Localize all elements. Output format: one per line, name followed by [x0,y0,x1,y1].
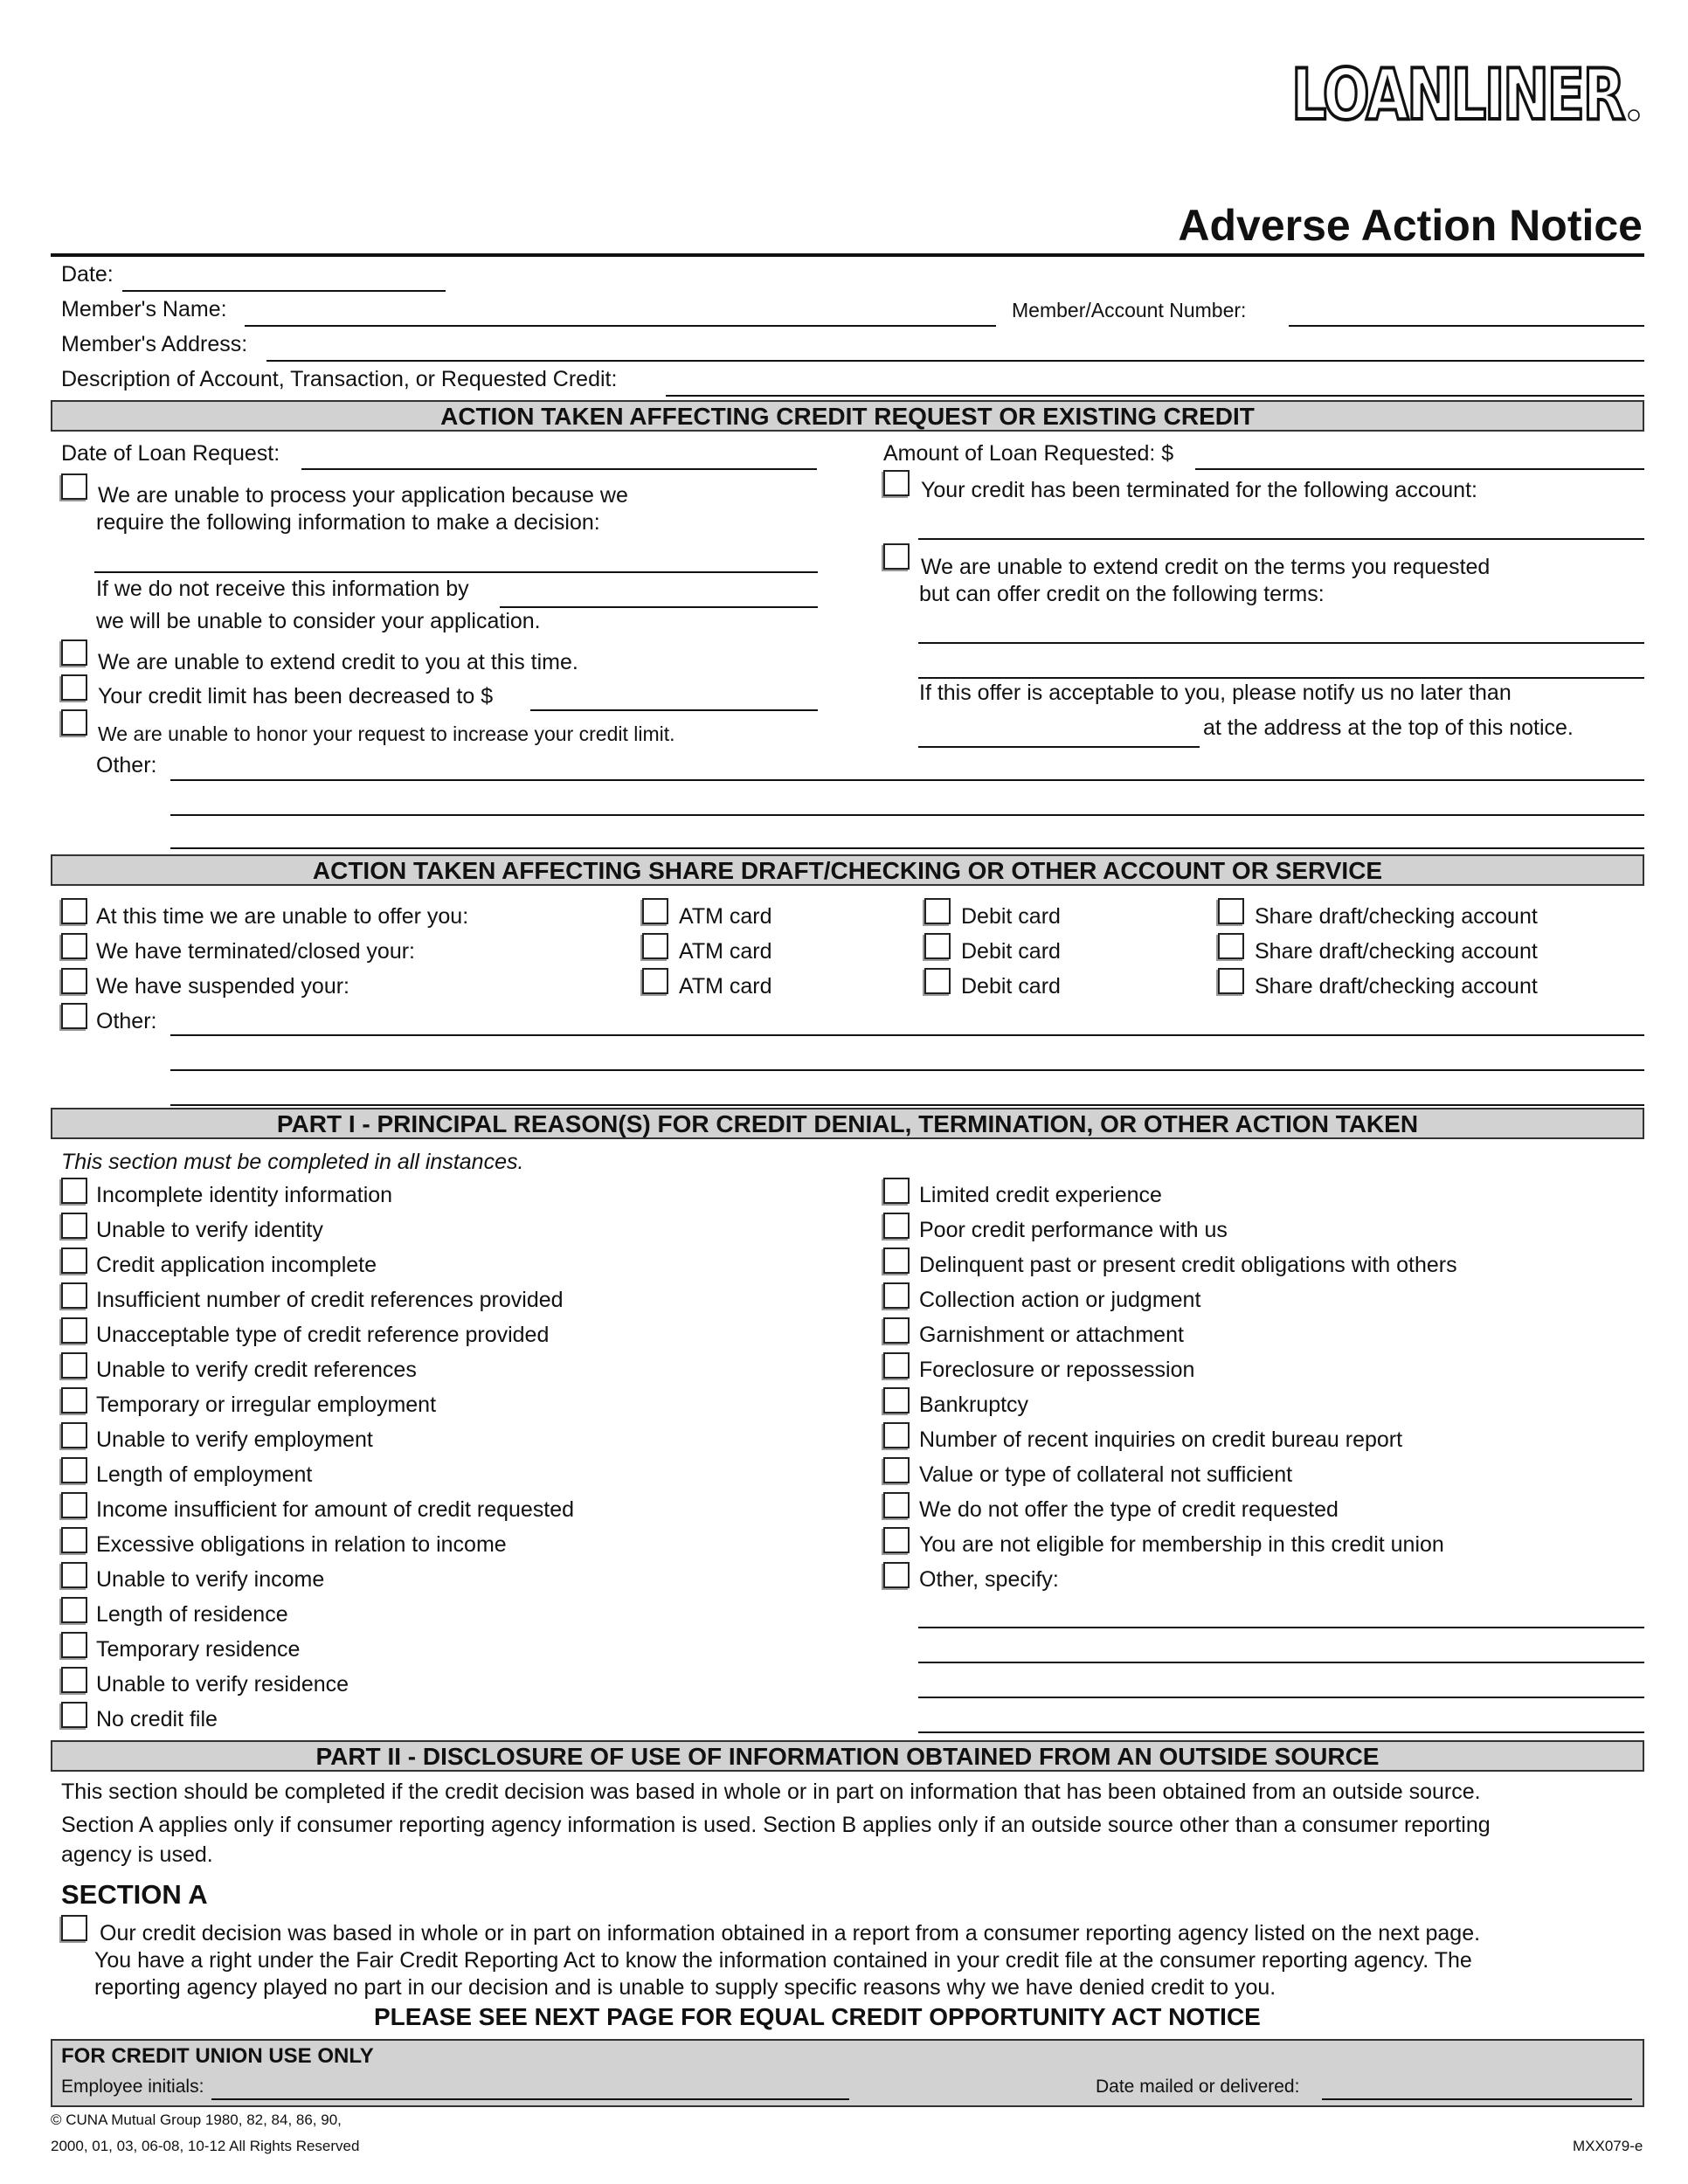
credit-other-field-1[interactable] [170,779,1644,781]
offer-terms-field-1[interactable] [918,642,1644,644]
reason-label: Unable to verify residence [96,1672,349,1697]
notify-by-date-field[interactable] [918,746,1200,748]
credit-other-field-2[interactable] [170,814,1644,816]
member-address-field[interactable] [266,360,1644,362]
amount-label: Amount of Loan Requested: $ [883,441,1174,466]
see-next-page-notice: PLEASE SEE NEXT PAGE FOR EQUAL CREDIT OPPORTUNITY ACT NOTICE [374,2003,1261,2030]
reason-label: Garnishment or attachment [919,1323,1184,1347]
section-a-heading: SECTION A [61,1879,208,1910]
reason-label: Foreclosure or repossession [919,1358,1195,1382]
part1-note: This section must be completed in all instances. [61,1150,524,1174]
reason-label: Excessive obligations in relation to income [96,1532,507,1557]
reason-label: Income insufficient for amount of credit requested [96,1497,575,1522]
reason-checkbox[interactable] [883,1457,910,1483]
other-specify-field-1[interactable] [918,1627,1644,1628]
description-label: Description of Account, Transaction, or Requested Credit: [61,367,618,391]
reason-checkbox[interactable] [61,1317,87,1344]
reason-label: Incomplete identity information [96,1183,393,1207]
suspended-atm-checkbox[interactable] [642,968,668,994]
date-field[interactable] [122,290,446,292]
terminated-text: Your credit has been terminated for the following account: [921,478,1477,502]
reason-checkbox[interactable] [883,1282,910,1309]
title-rule [51,253,1644,257]
terminated-atm-label: ATM card [679,939,772,964]
terminated-closed-checkbox[interactable] [61,933,87,959]
unable-offer-debit-label: Debit card [961,904,1061,929]
unable-offer-checkbox[interactable] [61,898,87,924]
terminated-share-label: Share draft/checking account [1255,939,1538,964]
date-mailed-label: Date mailed or delivered: [1096,2077,1300,2097]
reason-checkbox[interactable] [61,1527,87,1553]
reason-label: Unable to verify income [96,1567,325,1592]
reason-checkbox[interactable] [61,1562,87,1588]
reason-checkbox[interactable] [61,1248,87,1274]
page-title: Adverse Action Notice [1178,201,1643,250]
copyright-line-1: © CUNA Mutual Group 1980, 82, 84, 86, 90, [51,2111,342,2128]
part2-para2-cont: agency is used. [61,1842,213,1867]
part2-heading: PART II - DISCLOSURE OF USE OF INFORMATION OBTAINED FROM AN OUTSIDE SOURCE [51,1740,1644,1772]
reason-label: Unable to verify identity [96,1218,323,1242]
reason-checkbox[interactable] [61,1597,87,1623]
date-of-loan-field[interactable] [301,468,817,470]
unable-offer-debit-checkbox[interactable] [924,898,951,924]
amount-field[interactable] [1195,468,1644,470]
section-a-text-2: You have a right under the Fair Credit Reporting Act to know the information contained in your credit file at the consumer reporting agency. The [94,1948,1472,1973]
account-number-field[interactable] [1289,325,1644,327]
reason-checkbox[interactable] [883,1422,910,1448]
offer-terms-field-2[interactable] [918,677,1644,679]
employee-initials-label: Employee initials: [61,2077,204,2097]
reason-label: Temporary or irregular employment [96,1393,437,1417]
reason-checkbox[interactable] [883,1248,910,1274]
share-other-label: Other: [96,1009,157,1033]
loanliner-logo [1291,54,1641,135]
reason-checkbox[interactable] [883,1387,910,1413]
suspended-debit-checkbox[interactable] [924,968,951,994]
reason-label: Collection action or judgment [919,1288,1201,1312]
reason-checkbox[interactable] [61,1632,87,1658]
credit-section-heading: ACTION TAKEN AFFECTING CREDIT REQUEST OR EXISTING CREDIT [51,400,1644,432]
reason-checkbox[interactable] [61,1702,87,1728]
unable-extend-checkbox[interactable] [61,639,87,666]
reason-label: Length of residence [96,1602,288,1627]
reason-label: Unacceptable type of credit reference provided [96,1323,550,1347]
reason-checkbox[interactable] [883,1562,910,1588]
credit-other-label: Other: [96,753,157,778]
other-specify-field-2[interactable] [918,1662,1644,1663]
reason-checkbox[interactable] [883,1213,910,1239]
cu-use-only-label: FOR CREDIT UNION USE ONLY [61,2044,374,2068]
credit-other-field-3[interactable] [170,847,1644,849]
date-label: Date: [61,262,114,287]
reason-checkbox[interactable] [883,1527,910,1553]
offer-terms-text: We are unable to extend credit on the terms you requested [921,555,1491,579]
unable-consider-text: we will be unable to consider your application. [96,609,541,633]
other-specify-field-3[interactable] [918,1697,1644,1698]
reason-checkbox[interactable] [883,1178,910,1204]
limit-amount-field[interactable] [530,709,818,711]
offer-terms-checkbox[interactable] [883,543,910,570]
reason-label: Unable to verify employment [96,1427,373,1452]
unable-extend-text: We are unable to extend credit to you at this time. [98,650,578,674]
reason-label: Value or type of collateral not sufficient [919,1462,1293,1487]
form-number: MXX079-e [1573,2138,1643,2154]
share-other-field-2[interactable] [170,1069,1644,1071]
member-address-label: Member's Address: [61,332,248,356]
unable-offer-share-checkbox[interactable] [1218,898,1244,924]
date-mailed-field[interactable] [1322,2098,1632,2100]
received-by-date-field[interactable] [500,606,818,608]
share-other-checkbox[interactable] [61,1003,87,1029]
date-of-loan-label: Date of Loan Request: [61,441,280,466]
unable-offer-label: At this time we are unable to offer you: [96,904,469,929]
reason-label: Bankruptcy [919,1393,1029,1417]
terminated-account-field[interactable] [918,538,1644,540]
reason-checkbox[interactable] [61,1352,87,1379]
account-number-label: Member/Account Number: [1012,299,1247,321]
reason-label: Other, specify: [919,1567,1059,1592]
part2-para1: This section should be completed if the credit decision was based in whole or in part on information that has been obtained from an outside source. [61,1780,1481,1804]
reason-label: Delinquent past or present credit obligations with others [919,1253,1457,1277]
reason-label: Insufficient number of credit references provided [96,1288,564,1312]
terminated-closed-label: We have terminated/closed your: [96,939,416,964]
reason-label: Number of recent inquiries on credit bureau report [919,1427,1403,1452]
reason-label: You are not eligible for membership in this credit union [919,1532,1444,1557]
reason-checkbox[interactable] [883,1492,910,1518]
section-a-text-3: reporting agency played no part in our decision and is unable to supply specific reasons why we have denied credit to you. [94,1975,1276,2000]
terminated-share-checkbox[interactable] [1218,933,1244,959]
if-not-received-text: If we do not receive this information by [96,577,469,601]
required-info-field[interactable] [94,571,818,573]
unable-offer-share-label: Share draft/checking account [1255,904,1538,929]
reason-checkbox[interactable] [61,1667,87,1693]
unable-process-checkbox[interactable] [61,473,87,500]
offer-terms-text-2: but can offer credit on the following terms: [919,582,1325,606]
reason-label: We do not offer the type of credit requested [919,1497,1339,1522]
reason-label: Limited credit experience [919,1183,1162,1207]
limit-decreased-text: Your credit limit has been decreased to $ [98,684,494,708]
unable-process-text-2: require the following information to make a decision: [96,510,600,535]
description-field[interactable] [666,395,1644,397]
suspended-debit-label: Debit card [961,974,1061,999]
acceptable-text: If this offer is acceptable to you, please notify us no later than [919,681,1512,705]
reason-checkbox[interactable] [883,1352,910,1379]
address-top-text: at the address at the top of this notice. [1203,715,1574,740]
reason-checkbox[interactable] [61,1387,87,1413]
employee-initials-field[interactable] [211,2098,849,2100]
reason-checkbox[interactable] [61,1282,87,1309]
suspended-atm-label: ATM card [679,974,772,999]
terminated-atm-checkbox[interactable] [642,933,668,959]
reason-checkbox[interactable] [61,1178,87,1204]
reason-label: Temporary residence [96,1637,301,1662]
unable-process-text: We are unable to process your application because we [98,483,628,508]
reason-label: Unable to verify credit references [96,1358,417,1382]
reason-label: Length of employment [96,1462,313,1487]
section-a-text-1: Our credit decision was based in whole or in part on information obtained in a report from a consumer reporting agency listed on the next page. [100,1921,1481,1946]
member-name-field[interactable] [245,325,996,327]
member-name-label: Member's Name: [61,297,227,321]
reason-checkbox[interactable] [61,1213,87,1239]
share-other-field-1[interactable] [170,1034,1644,1036]
share-section-heading: ACTION TAKEN AFFECTING SHARE DRAFT/CHECKING OR OTHER ACCOUNT OR SERVICE [51,854,1644,886]
copyright-line-2: 2000, 01, 03, 06-08, 10-12 All Rights Reserved [51,2138,360,2154]
terminated-checkbox[interactable] [883,470,910,496]
suspended-share-checkbox[interactable] [1218,968,1244,994]
section-a-checkbox[interactable] [61,1915,87,1941]
unable-honor-checkbox[interactable] [61,709,87,736]
svg-text:LOANLINER: LOANLINER [1291,54,1625,135]
suspended-checkbox[interactable] [61,968,87,994]
terminated-debit-label: Debit card [961,939,1061,964]
terminated-debit-checkbox[interactable] [924,933,951,959]
suspended-label: We have suspended your: [96,974,350,999]
reason-checkbox[interactable] [61,1422,87,1448]
reason-checkbox[interactable] [883,1317,910,1344]
suspended-share-label: Share draft/checking account [1255,974,1538,999]
unable-offer-atm-label: ATM card [679,904,772,929]
part1-heading: PART I - PRINCIPAL REASON(S) FOR CREDIT DENIAL, TERMINATION, OR OTHER ACTION TAKEN [51,1108,1644,1139]
reason-checkbox[interactable] [61,1492,87,1518]
share-other-field-3[interactable] [170,1104,1644,1106]
reason-label: No credit file [96,1707,218,1731]
limit-decreased-checkbox[interactable] [61,674,87,701]
reason-label: Poor credit performance with us [919,1218,1228,1242]
unable-honor-text: We are unable to honor your request to increase your credit limit. [98,722,675,745]
other-specify-field-4[interactable] [918,1731,1644,1733]
reason-label: Credit application incomplete [96,1253,377,1277]
part2-para2: Section A applies only if consumer reporting agency information is used. Section B applies only if an outside source other than a consumer reporting [61,1813,1491,1837]
unable-offer-atm-checkbox[interactable] [642,898,668,924]
reason-checkbox[interactable] [61,1457,87,1483]
